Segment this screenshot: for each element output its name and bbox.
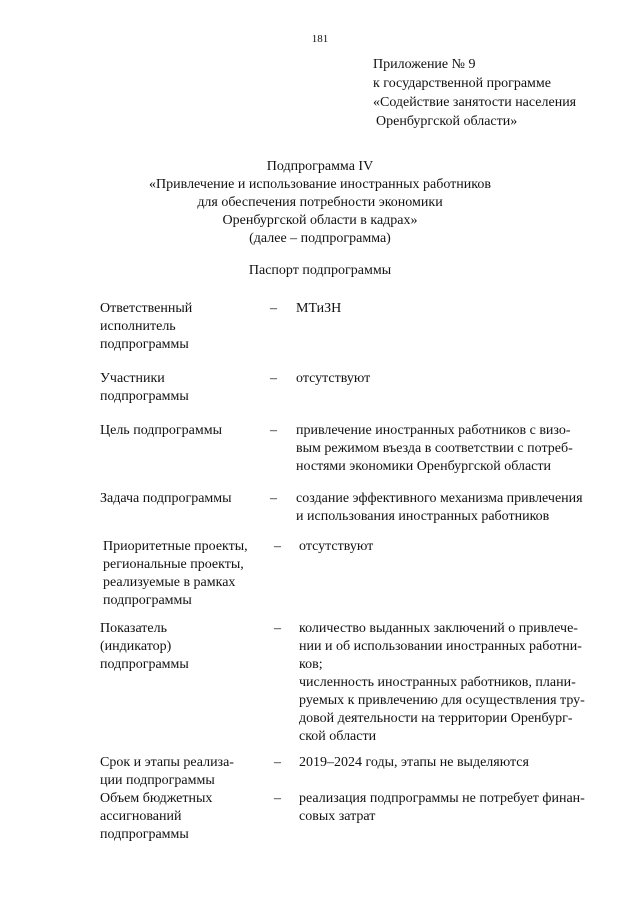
row-value-line: ской области	[299, 729, 377, 744]
row-label	[100, 422, 260, 440]
appendix-block	[373, 55, 576, 131]
heading-line: для обеспечения потребности экономики	[197, 195, 443, 210]
row-label	[100, 790, 260, 844]
row-value-line: совых затрат	[299, 809, 376, 824]
row-value-line: нии и об использовании иностранных работни-	[299, 639, 582, 654]
row-value	[296, 300, 608, 318]
row-value-line: и использования иностранных работников	[296, 509, 550, 524]
row-label-line: (индикатор)	[100, 639, 172, 654]
row-label-line: Объем бюджетных	[100, 791, 213, 806]
row-label-line: Приоритетные проекты,	[103, 539, 248, 554]
row-label-line: ассигнований	[100, 809, 182, 824]
appendix-line: Приложение № 9	[373, 57, 476, 72]
row-value-line: количество выданных заключений о привлече-	[299, 621, 578, 636]
row-dash: –	[270, 491, 277, 506]
row-value-line: ков;	[299, 657, 323, 672]
row-value-line: отсутствуют	[299, 539, 374, 554]
heading-line: «Привлечение и использование иностранных работников	[149, 177, 491, 192]
row-label-line: реализуемые в рамках	[103, 575, 236, 590]
row-label-line: подпрограммы	[100, 827, 189, 842]
heading-line: Оренбургской области в кадрах»	[222, 213, 418, 228]
row-label-line: подпрограммы	[100, 657, 189, 672]
row-label	[100, 620, 260, 674]
row-value	[296, 490, 608, 526]
appendix-line: «Содействие занятости населения	[373, 95, 577, 110]
row-value	[299, 754, 611, 772]
row-label-line: Ответственный	[100, 301, 193, 316]
row-value-line: ностями экономики Оренбургской области	[296, 459, 551, 474]
row-label-line: Показатель	[100, 621, 167, 636]
row-value-line: реализация подпрограммы не потребует финан-	[299, 791, 585, 806]
row-value-line: привлечение иностранных работников с визо-	[296, 423, 571, 438]
row-value	[296, 370, 608, 388]
row-value-line: довой деятельности на территории Оренбург-	[299, 711, 573, 726]
row-label	[100, 754, 260, 790]
row-label-line: ции подпрограммы	[100, 773, 215, 788]
row-value	[296, 422, 608, 476]
row-dash: –	[274, 755, 281, 770]
row-dash: –	[274, 539, 281, 554]
row-value	[299, 620, 611, 746]
row-value-line: 2019–2024 годы, этапы не выделяются	[299, 755, 529, 770]
row-value-line: МТиЗН	[296, 301, 342, 316]
row-dash: –	[270, 423, 277, 438]
row-label	[100, 300, 260, 354]
appendix-line: к государственной программе	[373, 76, 551, 91]
row-dash: –	[274, 791, 281, 806]
row-label	[100, 490, 260, 508]
page-number: 181	[311, 33, 329, 45]
row-label-line: региональные проекты,	[103, 557, 244, 572]
row-value-line: отсутствуют	[296, 371, 371, 386]
row-label-line: Участники	[100, 371, 165, 386]
row-label	[103, 538, 263, 610]
heading-line: (далее – подпрограмма)	[249, 231, 391, 246]
row-value-line: создание эффективного механизма привлечения	[296, 491, 583, 506]
row-label-line: подпрограммы	[100, 337, 189, 352]
row-label-line: Срок и этапы реализа-	[100, 755, 234, 770]
row-dash: –	[274, 621, 281, 636]
row-value-line: вым режимом въезда в соответствии с потреб-	[296, 441, 573, 456]
row-value	[299, 538, 611, 556]
row-label-line: Цель подпрограммы	[100, 423, 222, 438]
heading-line: Подпрограмма IV	[266, 159, 374, 174]
row-value-line: руемых к привлечению для осуществления тру-	[299, 693, 585, 708]
passport-title: Паспорт подпрограммы	[248, 263, 392, 278]
row-label-line: исполнитель	[100, 319, 176, 334]
subprogram-heading	[0, 158, 640, 248]
row-dash: –	[270, 301, 277, 316]
row-label	[100, 370, 260, 406]
row-label-line: подпрограммы	[100, 389, 189, 404]
row-label-line: Задача подпрограммы	[100, 491, 232, 506]
row-label-line: подпрограммы	[103, 593, 192, 608]
appendix-line: Оренбургской области»	[376, 114, 518, 129]
row-dash: –	[270, 371, 277, 386]
row-value	[299, 790, 611, 826]
row-value-line: численность иностранных работников, плани-	[299, 675, 576, 690]
